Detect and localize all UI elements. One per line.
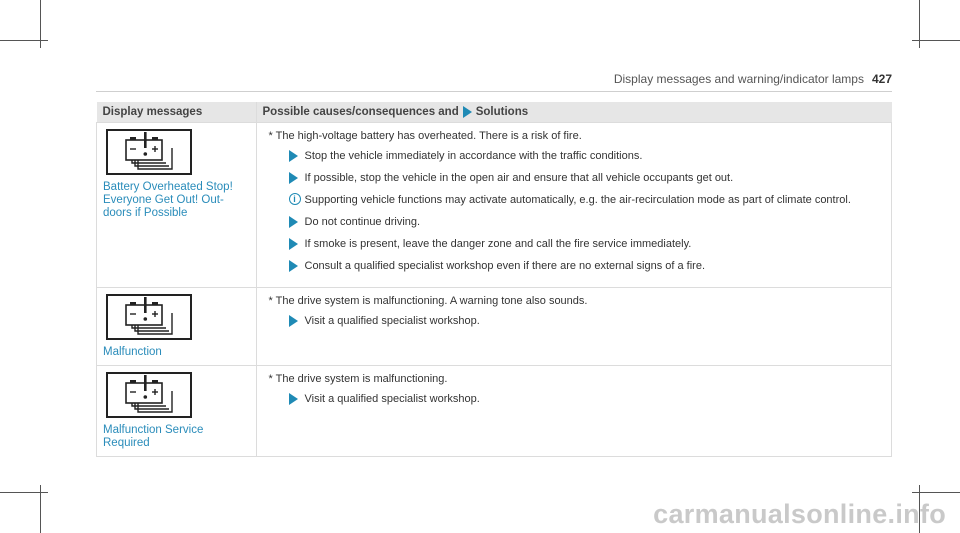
causes-solutions-cell [256,288,892,366]
note-item [289,193,886,207]
table-row [97,366,892,457]
display-message-line: Malfunction [103,346,162,358]
solution-arrow-icon [289,315,298,327]
display-message-line: Required [103,437,150,449]
display-message-cell [97,123,257,288]
display-message-label [103,181,250,220]
battery-warning-icon [106,294,192,340]
running-head [614,72,892,86]
causes-solutions-cell [256,123,892,288]
display-message-cell [97,366,257,457]
solution-arrow-icon [289,238,298,250]
solution-arrow-icon [289,216,298,228]
header-causes-text: Possible causes/consequences and [262,106,459,119]
crop-mark [0,40,48,41]
header-solutions-text: Solutions [475,106,529,119]
cause-text [269,294,886,308]
battery-warning-icon [106,129,192,175]
asterisk-marker: * [268,130,273,142]
display-message-line: Everyone Get Out! Out- [103,194,224,206]
solution-arrow-icon [289,393,298,405]
display-messages-table [96,102,892,457]
header-display-messages: Display messages [97,102,257,123]
solution-arrow-icon [463,106,472,118]
step-text: Stop the vehicle immediately in accordance with the traffic conditions. [304,150,643,162]
display-message-line: Battery Overheated Stop! [103,181,233,193]
header-rule [96,91,892,92]
step-text: Consult a qualified specialist workshop even if there are no external signs of a fire. [304,260,705,272]
solution-step [289,149,886,163]
display-message-label [103,346,250,359]
battery-warning-icon [106,372,192,418]
solution-arrow-icon [289,172,298,184]
info-icon: i [289,193,301,205]
asterisk-marker: * [268,373,273,385]
cause-description: The drive system is malfunctioning. A warning tone also sounds. [275,295,588,307]
step-text: Do not continue driving. [304,216,421,228]
running-head-title: Display messages and warning/indicator lamps [613,72,864,86]
cause-description: The drive system is malfunctioning. [275,373,448,385]
table-row [97,123,892,288]
crop-mark [912,492,960,493]
solution-step [289,314,886,328]
step-text: Visit a qualified specialist workshop. [304,315,480,327]
note-text: Supporting vehicle functions may activate automatically, e.g. the air-recirculation mode as part of climate control. [304,194,851,206]
cause-text [269,372,886,386]
cause-description: The high-voltage battery has overheated. There is a risk of fire. [275,130,582,142]
watermark: carmanualsonline.info [653,499,946,529]
solution-arrow-icon [289,260,298,272]
page-number: 427 [871,72,892,86]
display-message-cell [97,288,257,366]
solution-arrow-icon [289,150,298,162]
solution-step [289,215,886,229]
step-text: If smoke is present, leave the danger zone and call the fire service immediately. [304,238,692,250]
display-message-line: Malfunction Service [103,424,204,436]
display-message-label [103,424,250,450]
crop-mark [912,40,960,41]
causes-solutions-cell [256,366,892,457]
solution-step [289,259,886,273]
table-row [97,288,892,366]
solution-step [289,392,886,406]
display-message-line: doors if Possible [103,207,188,219]
asterisk-marker: * [268,295,273,307]
step-text: If possible, stop the vehicle in the open air and ensure that all vehicle occupants get out. [304,172,734,184]
table-header-row [97,102,892,123]
step-text: Visit a qualified specialist workshop. [304,393,480,405]
crop-mark [0,492,48,493]
header-causes-solutions [256,102,892,123]
solution-step [289,171,886,185]
solution-step [289,237,886,251]
cause-text [269,129,886,143]
